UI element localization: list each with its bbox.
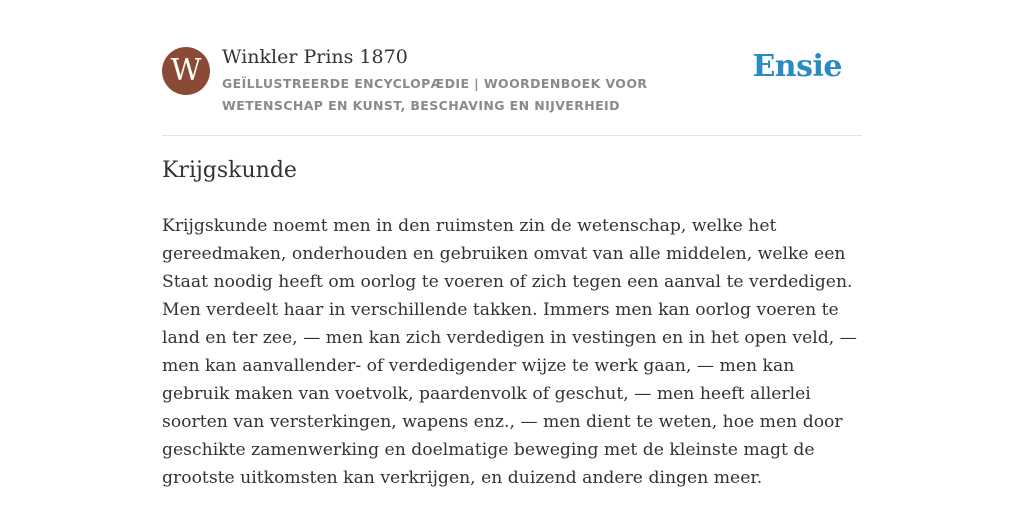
source-subtitle: GEÏLLUSTREERDE ENCYCLOPÆDIE | WOORDENBOEK VOOR WETENSCHAP EN KUNST, BESCHAVING EN NIJVERHEID <box>222 76 648 113</box>
entry-title: Krijgskunde <box>162 158 297 183</box>
ensie-logo-link[interactable]: Ensie <box>752 49 842 84</box>
source-avatar[interactable]: W <box>162 47 210 95</box>
header-divider <box>162 135 862 136</box>
entry-body: Krijgskunde noemt men in den ruimsten zin de wetenschap, welke het gereedmaken, onderhouden en gebruiken omvat van alle middelen, welke een Staat noodig heeft om oorlog te voeren of zich tegen een aanval te verdedigen. Men verdeelt haar in verschillende takken. Immers men kan oorlog voeren te land en ter zee, — men kan zich verdedigen in vestingen en in het open veld, — men kan aanvallender- of verdedigender wijze te werk gaan, — men kan gebruik maken van voetvolk, paardenvolk of geschut, — men heeft allerlei soorten van versterkingen, wapens enz., — men dient te weten, hoe men door geschikte zamenwerking en doelmatige beweging met de kleinste magt de grootste uitkomsten kan verkrijgen, en duizend andere dingen meer. <box>162 216 857 488</box>
source-title-link[interactable]: Winkler Prins 1870 <box>222 46 408 68</box>
source-header <box>162 45 862 135</box>
